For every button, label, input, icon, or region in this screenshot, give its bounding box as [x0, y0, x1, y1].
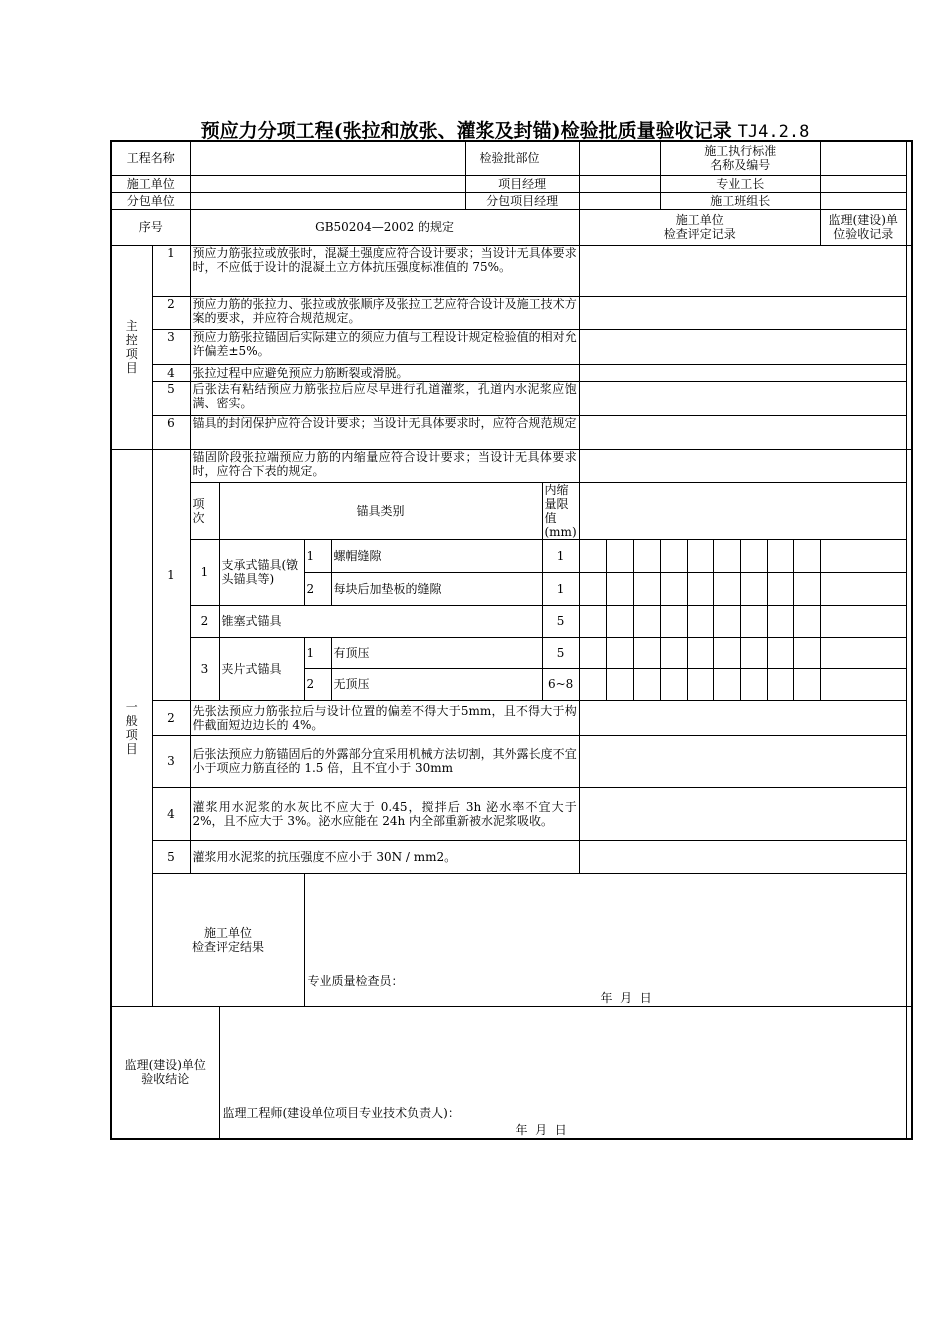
grid-cell[interactable]: [767, 572, 793, 605]
construction-result-label: 施工单位 检查评定结果: [152, 873, 304, 1006]
grid-cell[interactable]: [579, 668, 606, 700]
grid-cell[interactable]: [660, 539, 687, 572]
anchor-2-val: 5: [542, 605, 579, 637]
grid-cell[interactable]: [740, 637, 767, 668]
foreman-label: 专业工长: [660, 175, 820, 192]
grid-cell[interactable]: [767, 539, 793, 572]
main-item-5-text: 后张法有粘结预应力筋张拉后应尽早进行孔道灌浆，孔道内水泥浆应饱满、密实。: [190, 381, 579, 415]
general-item-5-no: 5: [152, 840, 190, 873]
subhead-type: 锚具类别: [219, 482, 542, 539]
grid-cell[interactable]: [687, 605, 713, 637]
grid-cell[interactable]: [713, 668, 740, 700]
team-leader-value[interactable]: [820, 192, 906, 209]
grid-cell[interactable]: [767, 605, 793, 637]
form-code: TJ4.2.8: [737, 122, 810, 142]
grid-cell[interactable]: [660, 668, 687, 700]
general-item-1-text: 锚固阶段张拉端预应力筋的内缩量应符合设计要求；当设计无具体要求时，应符合下表的规定。: [190, 449, 579, 482]
supervision-result-label: 监理(建设)单位 验收结论: [111, 1006, 219, 1139]
construction-result-area[interactable]: [304, 873, 912, 1006]
anchor-2-type: 锥塞式锚具: [219, 605, 542, 637]
grid-cell[interactable]: [579, 605, 606, 637]
standard-value[interactable]: [820, 141, 906, 175]
grid-cell[interactable]: [687, 668, 713, 700]
general-item-3-record[interactable]: [579, 735, 906, 787]
anchor-1-1-name: 螺帽缝隙: [331, 539, 542, 572]
anchor-1-1-n: 1: [304, 539, 331, 572]
main-item-2-record[interactable]: [579, 296, 906, 329]
general-item-5-record[interactable]: [579, 840, 906, 873]
subhead-limit: 内缩量限值(mm): [542, 482, 579, 539]
grid-cell[interactable]: [740, 605, 767, 637]
main-item-6-text: 锚具的封闭保护应符合设计要求；当设计无具体要求时，应符合规范规定: [190, 415, 579, 449]
grid-cell[interactable]: [633, 637, 660, 668]
grid-cell[interactable]: [713, 605, 740, 637]
general-item-2-no: 2: [152, 700, 190, 735]
grid-cell[interactable]: [713, 572, 740, 605]
engineer-label: 监理工程师(建设单位项目专业技术负责人)：: [222, 1105, 460, 1120]
grid-cell[interactable]: [660, 605, 687, 637]
construction-unit-label: 施工单位: [111, 175, 190, 192]
subhead-record[interactable]: [579, 482, 906, 539]
batch-location-label: 检验批部位: [465, 141, 579, 175]
grid-cell[interactable]: [793, 572, 820, 605]
grid-cell[interactable]: [687, 572, 713, 605]
main-item-6-no: 6: [152, 415, 190, 449]
grid-cell[interactable]: [740, 668, 767, 700]
grid-cell[interactable]: [767, 637, 793, 668]
subcontractor-label: 分包单位: [111, 192, 190, 209]
general-item-2-text: 先张法预应力筋张拉后与设计位置的偏差不得大于5mm，且不得大于构件截面短边边长的 4%。: [190, 700, 579, 735]
grid-cell[interactable]: [579, 572, 606, 605]
grid-cell[interactable]: [633, 539, 660, 572]
project-manager-value[interactable]: [579, 175, 660, 192]
grid-cell[interactable]: [660, 572, 687, 605]
grid-cell[interactable]: [687, 539, 713, 572]
anchor-1-idx: 1: [190, 539, 219, 605]
grid-cell[interactable]: [579, 637, 606, 668]
general-item-1-record[interactable]: [579, 449, 906, 482]
grid-cell[interactable]: [633, 605, 660, 637]
general-item-3-text: 后张法预应力筋锚固后的外露部分宜采用机械方法切割，其外露长度不宜小于项应力筋直径的 1.5 倍，且不宜小于 30mm: [190, 735, 579, 787]
grid-cell[interactable]: [633, 668, 660, 700]
form-title-text: 预应力分项工程(张拉和放张、灌浆及封锚)检验批质量验收记录: [200, 120, 732, 142]
grid-cell[interactable]: [606, 637, 633, 668]
project-manager-label: 项目经理: [465, 175, 579, 192]
main-item-4-no: 4: [152, 364, 190, 381]
grid-cell[interactable]: [820, 605, 906, 637]
main-item-1-record[interactable]: [579, 245, 906, 296]
batch-location-value[interactable]: [579, 141, 660, 175]
anchor-3-2-name: 无顶压: [331, 668, 542, 700]
grid-cell[interactable]: [687, 637, 713, 668]
supervision-header: 监理(建设)单位验收记录: [820, 209, 906, 245]
supervision-result-area[interactable]: [219, 1006, 906, 1139]
anchor-2-idx: 2: [190, 605, 219, 637]
grid-cell[interactable]: [820, 572, 906, 605]
sub-manager-value[interactable]: [579, 192, 660, 209]
grid-cell[interactable]: [820, 637, 906, 668]
grid-cell[interactable]: [793, 539, 820, 572]
grid-cell[interactable]: [633, 572, 660, 605]
grid-cell[interactable]: [793, 637, 820, 668]
construction-date: 年 月 日: [600, 990, 652, 1005]
grid-cell[interactable]: [713, 539, 740, 572]
main-supervision-cell[interactable]: [906, 245, 912, 449]
anchor-1-2-name: 每块后加垫板的缝隙: [331, 572, 542, 605]
general-item-2-record[interactable]: [579, 700, 906, 735]
project-name-label: 工程名称: [111, 141, 190, 175]
anchor-1-2-n: 2: [304, 572, 331, 605]
anchor-3-idx: 3: [190, 637, 219, 700]
main-item-1-text: 预应力筋张拉或放张时，混凝土强度应符合设计要求；当设计无具体要求时，不应低于设计的混凝土立方体抗压强度标准值的 75%。: [190, 245, 579, 296]
anchor-3-type: 夹片式锚具: [219, 637, 304, 700]
foreman-value[interactable]: [820, 175, 906, 192]
construction-unit-value[interactable]: [190, 175, 465, 192]
grid-cell[interactable]: [606, 572, 633, 605]
grid-cell[interactable]: [606, 668, 633, 700]
anchor-1-2-val: 1: [542, 572, 579, 605]
anchor-3-1-name: 有顶压: [331, 637, 542, 668]
subcontractor-value[interactable]: [190, 192, 465, 209]
grid-cell[interactable]: [606, 605, 633, 637]
spec-header: GB50204—2002 的规定: [190, 209, 579, 245]
subhead-item: 项次: [190, 482, 219, 539]
grid-cell[interactable]: [606, 539, 633, 572]
grid-cell[interactable]: [793, 605, 820, 637]
main-section-label: 主控项目: [111, 245, 152, 449]
main-item-3-text: 预应力筋张拉锚固后实际建立的须应力值与工程设计规定检验值的相对允许偏差±5%。: [190, 329, 579, 364]
main-item-2-text: 预应力筋的张拉力、张拉或放张顺序及张拉工艺应符合设计及施工技术方案的要求，并应符合规范规定。: [190, 296, 579, 329]
grid-cell[interactable]: [660, 637, 687, 668]
main-item-6-record[interactable]: [579, 415, 906, 449]
main-item-3-no: 3: [152, 329, 190, 364]
supervision-date: 年 月 日: [515, 1122, 567, 1137]
general-item-4-text: 灌浆用水泥浆的水灰比不应大于 0.45，搅拌后 3h 泌水率不宜大于 2%，且不应大于 3%。泌水应能在 24h 内全部重新被水泥浆吸收。: [190, 787, 579, 840]
grid-cell[interactable]: [713, 637, 740, 668]
general-item-1-no: 1: [152, 449, 190, 700]
main-item-3-record[interactable]: [579, 329, 906, 364]
anchor-3-1-val: 5: [542, 637, 579, 668]
general-item-4-record[interactable]: [579, 787, 906, 840]
sub-manager-label: 分包项目经理: [465, 192, 579, 209]
general-item-4-no: 4: [152, 787, 190, 840]
form-title: [110, 116, 900, 143]
inspector-label: 专业质量检查员：: [307, 973, 404, 988]
general-item-5-text: 灌浆用水泥浆的抗压强度不应小于 30N / mm2。: [190, 840, 579, 873]
grid-cell[interactable]: [820, 539, 906, 572]
seq-header: 序号: [111, 209, 190, 245]
grid-cell[interactable]: [767, 668, 793, 700]
anchor-3-1-n: 1: [304, 637, 331, 668]
anchor-1-type: 支承式锚具(镦头锚具等): [219, 539, 304, 605]
main-item-4-text: 张拉过程中应避免预应力筋断裂或滑脱。: [190, 364, 579, 381]
grid-cell[interactable]: [820, 668, 906, 700]
main-item-2-no: 2: [152, 296, 190, 329]
main-item-4-record[interactable]: [579, 364, 906, 381]
standard-label: 施工执行标准 名称及编号: [660, 141, 820, 175]
grid-cell[interactable]: [579, 539, 606, 572]
main-item-5-no: 5: [152, 381, 190, 415]
grid-cell[interactable]: [740, 572, 767, 605]
inspection-form: [110, 140, 913, 1140]
main-item-1-no: 1: [152, 245, 190, 296]
grid-cell[interactable]: [740, 539, 767, 572]
check-record-header: 施工单位 检查评定记录: [579, 209, 820, 245]
anchor-3-2-val: 6~8: [542, 668, 579, 700]
team-leader-label: 施工班组长: [660, 192, 820, 209]
project-name-value[interactable]: [190, 141, 465, 175]
anchor-3-2-n: 2: [304, 668, 331, 700]
grid-cell[interactable]: [793, 668, 820, 700]
anchor-1-1-val: 1: [542, 539, 579, 572]
general-item-3-no: 3: [152, 735, 190, 787]
main-item-5-record[interactable]: [579, 381, 906, 415]
general-section-label: 一般项目: [111, 449, 152, 1006]
